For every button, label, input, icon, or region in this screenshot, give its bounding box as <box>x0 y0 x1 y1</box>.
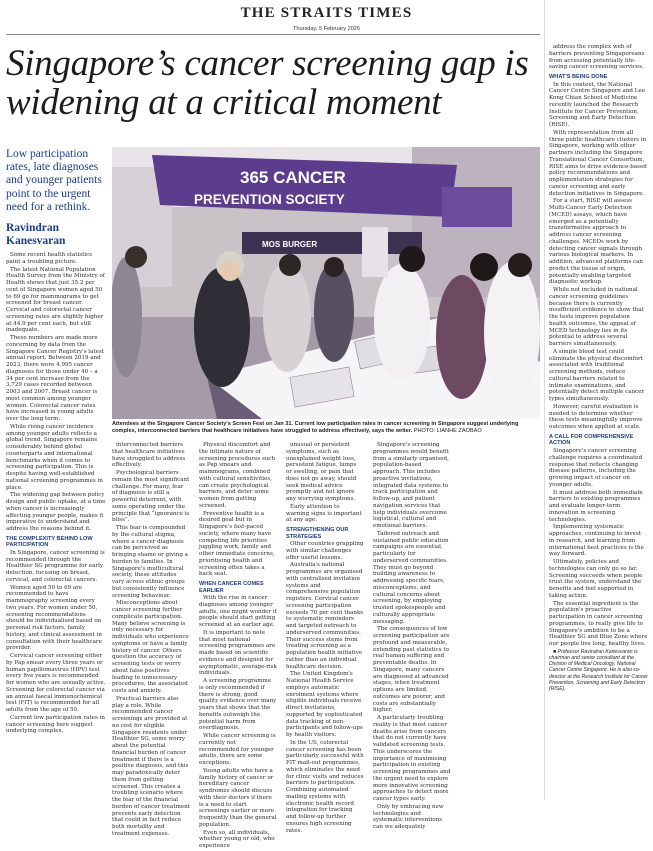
paragraph: These numbers are made more concerning by data from the Singapore Cancer Registry's latest annual report. Between 2019 and 2023, there were 4,995 cancer diagnoses for those under 40 – a 34 per cent increase from the 3,729 cases recorded between 2003 and 2007. Breast cancer is most common among younger women. Colorectal cancer rates have increased in young adults over the long term. <box>6 335 104 422</box>
paragraph: Preventive health is a desired goal but in Singapore's fast-paced society, where many have competing life priorities juggling work, family and other immediate concerns, prioritising health and screening often takes a back seat. <box>199 510 275 578</box>
column-6 <box>549 44 648 693</box>
paragraph: While rising cancer incidence among younger adults reflects a global trend, Singapore remains considerably behind global counterparts and international benchmarks when it comes to screening participation. This is despite having well-established national screening programmes in place. <box>6 423 103 491</box>
paragraph: However, careful evaluation is needed to determine whether these tests meaningfully improve outcomes when applied at scale. <box>549 403 643 431</box>
paragraph: interconnected barriers that healthcare initiatives have struggled to address effectively. <box>112 442 186 469</box>
column-5 <box>373 442 451 832</box>
masthead: THE STRAITS TIMES <box>240 5 413 21</box>
column-divider <box>544 0 545 800</box>
paragraph: With the rise in cancer diagnoses among younger adults, one might wonder if people should start getting screened at an earlier age. <box>199 595 277 629</box>
paragraph: A screening programme is only recommended if there is strong, good quality evidence over many years that shows that the benefits outweigh the potential harm from overdiagnosis. <box>199 678 277 732</box>
paragraph: It is important to note that most national screening programmes are made based on scientific evidence and designed for asymptomatic, average-risk individuals. <box>199 629 277 677</box>
paragraph: Singapore's screening programmes would benefit from a similarly organised, population-based approach. This includes proactive invitations, integrated data systems to track participation and follow-up, and patient navigation services that help individuals overcome logistical, cultural and emotional barriers. <box>373 442 449 529</box>
paragraph: While cancer screening is currently not recommended for younger adults, there are some exceptions. <box>199 733 276 767</box>
paragraph: Physical discomfort and the intimate nature of screening procedures such as Pap smears and mammograms, combined with cultural sensitivities, can create psychological barriers, and deter some women from getting screened. <box>199 442 276 509</box>
store-sign: MOS BURGER <box>262 240 318 249</box>
paragraph: Current low participation rates in cancer screening here suggest underlying complex, <box>6 714 105 735</box>
paragraph: The consequences of low screening participation are profound and measurable, extending past statistics to real human suffering and preventable deaths. In Singapore, many cancers are diagnosed at advanced stages, when treatment options are limited, outcomes are poorer, and costs are substantially higher. <box>373 626 450 714</box>
paragraph: Some recent health statistics paint a troubling picture. <box>6 252 93 265</box>
event-photo <box>112 147 540 419</box>
paragraph: While not included in national cancer screening guidelines because there is currently insufficient evidence to show that the tests improve population health outcomes, the appeal of MCED technology lies in its potential to address several barriers simultaneously. <box>549 287 644 348</box>
byline: Ravindran Kanesvaran <box>6 222 66 247</box>
paragraph: Young adults who have a family history of cancer or hereditary cancer syndromes should discuss with their doctors if there is a need to start screenings earlier or more frequently than the general population. <box>199 767 277 828</box>
paragraph: In the US, colorectal cancer screening has been particularly successful with FIT mail-out programmes, which eliminates the need for clinic visits and reduces barriers to participation. Combining automated mailing systems with electronic health record integration for tracking and follow-up further ensures high screening rates. <box>286 739 364 834</box>
section-heading: A CALL FOR COMPREHENSIVE ACTION <box>549 433 634 447</box>
paragraph: Australia's national programmes are organised with centralised invitation systems and comprehensive population registers. Cervical cancer screening participation exceeds 70 per cent thanks to systematic reminders and targeted outreach to underserved communities. Their success stems from treating screening as a population health initiative rather than an individual healthcare decision. <box>286 562 364 670</box>
paragraph: Practical barriers also play a role. While recommended cancer screenings are provided at no cost for eligible Singapore residents under Healthier SG, some worry about the potential financial burden of cancer treatment if there is a positive diagnosis, and this may paradoxically deter them from getting screened. This creates a troubling scenario where the fear of the financial burden of cancer treatment prevents early detection that could in fact reduce both mortality and treatment expenses. <box>112 695 190 837</box>
paragraph: A particularly troubling reality is that most cancer deaths arise from cancers that do not currently have validated screening tests. This underscores the importance of maximising participation in existing screening programmes and the urgent need to explore more innovative screening approaches to detect more cancer types early. <box>373 715 451 802</box>
column-3 <box>199 442 277 851</box>
paragraph: unusual or persistent symptoms, such as unexplained weight loss, persistent fatigue, lumps or swelling, or pain that does not go away, should seek medical advice promptly and not ignore any worrying symptoms. <box>286 442 357 502</box>
banner-line-1: 365 CANCER <box>240 168 346 187</box>
paragraph: The United Kingdom's National Health Service employs automatic enrolment systems where eligible individuals receive direct invitations, supported by sophisticated data tracking of non-participants and follow-ups by health visitors. <box>286 671 363 739</box>
paragraph: Psychological barriers remain the most significant challenge. For many, fear of diagnosis is still a powerful deterrent, with some operating under the principle that “ignorance is bliss”. <box>112 470 190 524</box>
paragraph: For a start, RISE will assess Multi-Cancer Early Detection (MCED) assays, which have emerged as a potentially transformative approach to address cancer screening challenges. MCEDs work by detecting cancer signals through various biological markers. In addition, advanced platforms can predict the tissue of origin, potentially enabling targeted diagnostic workup. <box>549 198 643 286</box>
column-1 <box>6 252 106 736</box>
paragraph: Singapore's cancer screening challenge requires a coordinated response that reflects changing disease patterns, including the growing impact of cancer on younger adults. <box>549 448 643 488</box>
column-2 <box>112 442 190 839</box>
standfirst: Low participation rates, late diagnoses and younger patients point to the urgent need for a rethink. <box>6 148 102 213</box>
paragraph: Only by embracing new technologies and systematic interventions can we adequately <box>373 803 444 830</box>
paragraph: Other countries grappling with similar challenges offer useful lessons. <box>286 541 364 561</box>
paragraph: The latest National Population Health Survey from the Ministry of Health shows that just 35.2 per cent of Singapore women aged 50 to 69 go for mammograms to get screened for breast cancer. Cervical and colorectal cancer screening rates are slightly higher at 44.9 per cent each, but still inadequate. <box>6 266 105 334</box>
paragraph: It must address both immediate barriers to existing programmes and evaluate longer-term innovation in screening technologies. <box>549 489 643 523</box>
paragraph: Cervical cancer screening either by Pap smear every three years or human papillomavirus (HPV) test every five years is recommended for women who are sexually active. Screening for colorectal cancer via an annual faecal immunochemical test (FIT) is recommended for all adults from the age of 50. <box>6 653 106 714</box>
paragraph: Early attention to warning signs is important at any age. <box>286 503 362 524</box>
paragraph: With representation from all three public healthcare clusters in Singapore, working with other partners including the Singapore Translational Cancer Consortium, RISE aims to drive evidence-based policy recommendations and implementation strategies for cancer screening and early detection initiatives in Singapore. <box>549 129 647 197</box>
paragraph: Women aged 50 to 69 are recommended to have mammography screening every two years. For women under 50, screening recommendations should be individualised based on personal risk factors, family history, and clinical assessment in consultation with their healthcare provider. <box>6 584 102 652</box>
header-rule <box>6 34 540 35</box>
section-heading: WHAT'S BEING DONE <box>549 74 608 80</box>
paragraph: The essential ingredient is the population's proactive participation in cancer screening programmes, to really give life to Singapore's ambition to be a Healthier SG and Blue Zone where our people live long, healthy lives. <box>549 600 648 648</box>
paragraph: In this context, the National Cancer Centre Singapore and Lee Kong Chian School of Medicine recently launched the Research Institute for Cancer Prevention, Screening and Early Detection (RISE). <box>549 81 645 129</box>
paragraph: Tailored outreach and sustained public education campaigns are essential, particularly for underserved communities. They must go beyond building awareness to addressing specific fears, misconceptions, and cultural concerns about screening, by employing trusted spokespeople and culturally appropriate messaging. <box>373 530 449 625</box>
paragraph: Implementing systematic approaches, continuing to invest in research, and learning from international best practices is the way forward. <box>549 524 644 558</box>
photo-caption <box>112 421 540 435</box>
dateline: Thursday, 5 February 2026 <box>292 26 361 32</box>
banner-line-2: PREVENTION SOCIETY <box>194 192 345 207</box>
paragraph: A simple blood test could eliminate the physical discomfort associated with traditional screening methods, reduce cultural barriers related to intimate examinations, and potentially detect multiple cancer types simultaneously. <box>549 348 645 403</box>
caption-text: Attendees at the Singapore Cancer Society's Screen Fest on Jan 31. Current low participation rates in cancer screening in Singapore suggest underlying complex, interconnected barriers that healthcare initiatives have struggled to address effectively, says the writer. <box>112 421 519 434</box>
paragraph: The widening gap between policy design and public uptake, at a time when cancer is increasingly affecting younger people, makes it imperative to understand and address the reasons behind it. <box>6 492 106 532</box>
paragraph: address the complex web of barriers preventing Singaporeans from accessing potentially life-saving cancer screening services. <box>549 44 645 71</box>
section-heading: STRENGTHENING OUR STRATEGIES <box>286 527 349 540</box>
paragraph: This fear is compounded by the cultural stigma, where a cancer diagnosis can be perceived as bringing shame or giving a burden to families. In Singapore's multicultural society, these attitudes vary across ethnic groups but consistently influence screening behaviour. <box>112 525 188 599</box>
paragraph: Ultimately, policies and technologies can only go so far. Screening succeeds when people trust the system, understand the benefits and feel supported in taking action. <box>549 559 643 599</box>
paragraph: In Singapore, cancer screening is recommended through the Healthier SG programme for early detection, focusing on breast, cervical, and colorectal cancers. <box>6 549 105 583</box>
headline: Singapore’s cancer screening gap is widening at a critical moment <box>6 43 529 123</box>
section-heading: WHEN CANCER COMES EARLIER <box>199 581 264 594</box>
section-heading: THE COMPLEXITY BEHIND LOW PARTICIPATION <box>6 535 93 549</box>
paragraph: Even so, all individuals, whether young or old, who experience <box>199 829 275 850</box>
author-bio: ■ Professor Ravindran Kanesvaran is chairman and senior consultant at the Division of Medical Oncology, National Cancer Centre Singapore. He is also co-director at the Research Institute for Cancer Prevention, Screening and Early Detection (RISE). <box>549 648 648 692</box>
paragraph: Misconceptions about cancer screening further complicate participation. Many believe screening is only necessary for individuals who experience symptoms or have a family history of cancer. Others question the accuracy of screening tests or worry about false positives leading to unnecessary procedures, the associated costs and anxiety. <box>112 600 189 694</box>
photo-credit: PHOTO: LIANHE ZAOBAO <box>413 427 482 434</box>
column-4 <box>286 442 364 835</box>
